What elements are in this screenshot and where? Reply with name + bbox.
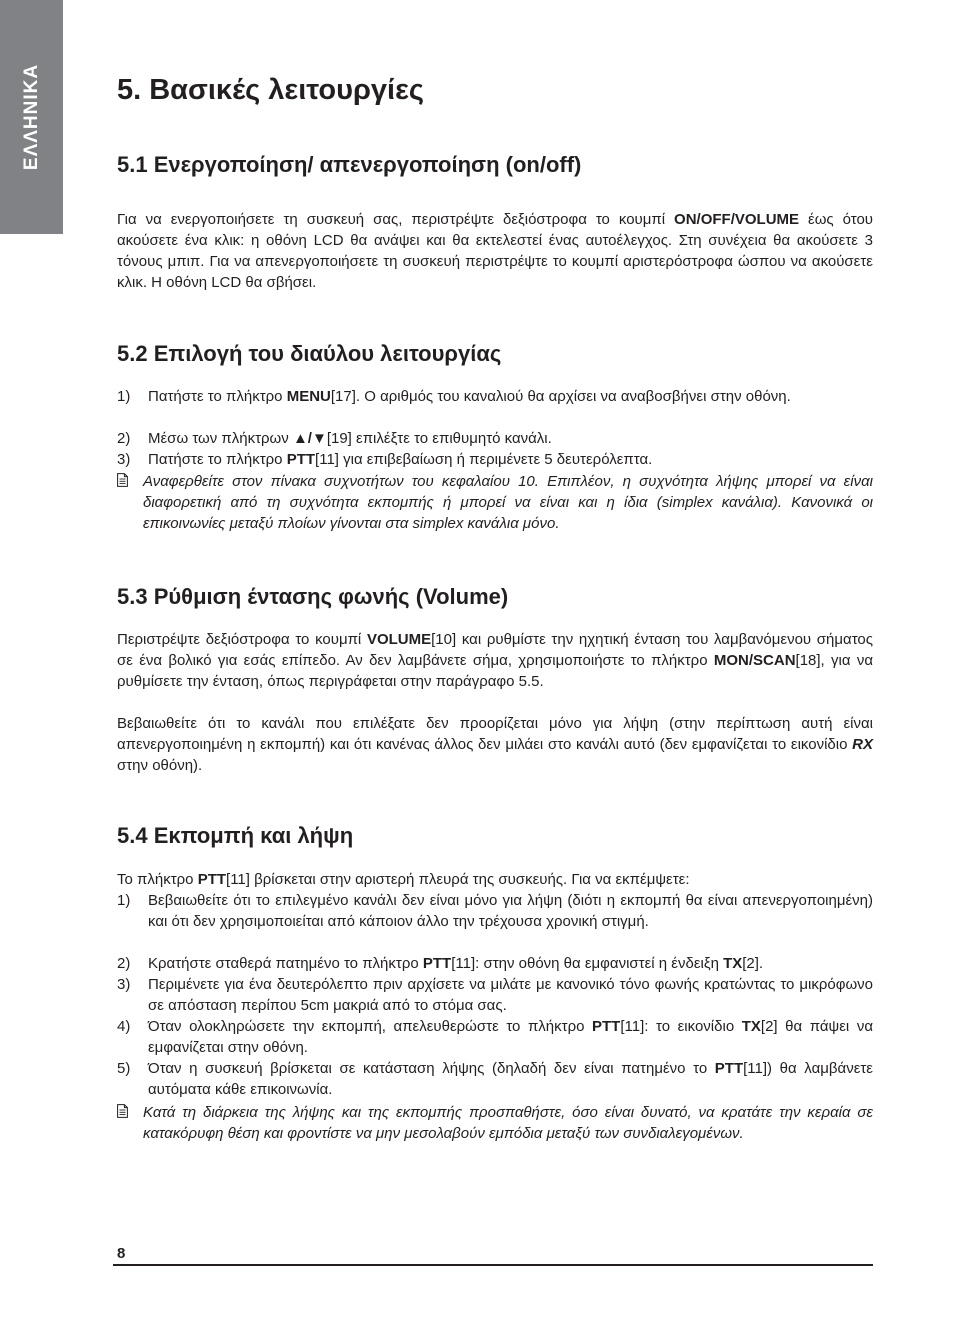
chapter-title: 5. Βασικές λειτουργίες [117, 74, 424, 106]
paragraph-transmit-intro: Το πλήκτρο PTT[11] βρίσκεται στην αριστερή πλευρά της συσκευής. Για να εκπέμψετε: [117, 871, 690, 888]
list-item: 5) Όταν η συσκευή βρίσκεται σε κατάσταση λήψης (δηλαδή δεν είναι πατημένο το PTT[11]) θα λαμβάνετε αυτόματα κάθε επικοινωνία. [117, 1060, 873, 1098]
page-number: 8 [117, 1245, 126, 1262]
section-heading-5-2: 5.2 Επιλογή του διαύλου λειτουργίας [117, 341, 502, 366]
list-item: 3) Πατήστε το πλήκτρο PTT[11] για επιβεβαίωση ή περιμένετε 5 δευτερόλεπτα. [117, 451, 653, 468]
list-item: 2) Κρατήστε σταθερά πατημένο το πλήκτρο PTT[11]: στην οθόνη θα εμφανιστεί η ένδειξη TX[2]. [117, 955, 764, 972]
section-heading-5-1: 5.1 Ενεργοποίηση/ απενεργοποίηση (on/off) [117, 152, 582, 177]
note: Κατά τη διάρκεια της λήψης και της εκπομπής προσπαθήστε, όσο είναι δυνατό, να κρατάτε την κεραία σε κατακόρυφη θέση και φροντίστε να μην μεσολαβούν εμπόδια μεταξύ των συνδιαλεγομένων. [117, 1102, 873, 1144]
language-tab [0, 0, 63, 234]
language-tab-label: ΕΛΛΗΝΙΚΑ [20, 63, 42, 171]
list-item: 4) Όταν ολοκληρώσετε την εκπομπή, απελευθερώστε το πλήκτρο PTT[11]: το εικονίδιο TX[2] θα πάψει να εμφανίζεται στην οθόνη. [117, 1018, 873, 1056]
list-item: 2) Μέσω των πλήκτρων ▲/▼[19] επιλέξτε το επιθυμητό κανάλι. [117, 430, 552, 447]
paragraph-power-on-off: Για να ενεργοποιήσετε τη συσκευή σας, περιστρέψτε δεξιόστροφα το κουμπί ON/OFF/VOLUME έως ότου ακούσετε ένα κλικ: η οθόνη LCD θα ανάψει και θα εκτελεστεί ένας αυτοέλεγχος. Στη συνέχεια θα ακούσετε 3 τόνους μπιπ. Για να απενεργοποιήσετε τη συσκευή περιστρέψτε το κουμπί αριστερόστροφα ώσπου να ακούσετε κλικ. Η οθόνη LCD θα σβήσει. [117, 211, 873, 291]
section-heading-5-3: 5.3 Ρύθμιση έντασης φωνής (Volume) [117, 584, 509, 609]
paragraph-volume: Περιστρέψτε δεξιόστροφα το κουμπί VOLUME[10] και ρυθμίστε την ηχητική ένταση του λαμβανόμενου σήματος σε ένα βολικό για εσάς επίπεδο. Αν δεν λαμβάνετε σήμα, χρησιμοποιήστε το πλήκτρο MON/SCAN[18], για να ρυθμίσετε την ένταση, όπως περιγράφεται στην παράγραφο 5.5. [117, 631, 874, 690]
note-icon [117, 473, 128, 487]
paragraph-volume-check: Βεβαιωθείτε ότι το κανάλι που επιλέξατε δεν προορίζεται μόνο για λήψη (στην περίπτωση αυτή είναι απενεργοποιημένη η εκπομπή) και ότι κανένας άλλος δεν μιλάει στο κανάλι αυτό (δεν εμφανίζεται το εικονίδιο RX στην οθόνη). [117, 715, 873, 774]
note-icon [117, 1104, 128, 1118]
up-down-arrows-icon: ▲/▼ [292, 430, 327, 447]
footer-divider [113, 1264, 873, 1266]
note: Αναφερθείτε στον πίνακα συχνοτήτων του κεφαλαίου 10. Επιπλέον, η συχνότητα λήψης μπορεί να είναι διαφορετική από τη συχνότητα εκπομπής ή μπορεί να είναι και η ίδια (simplex κανάλια). Κανονικά οι επικοινωνίες μεταξύ πλοίων γίνονται στα simplex κανάλια μόνο. [117, 471, 873, 534]
section-heading-5-4: 5.4 Εκπομπή και λήψη [117, 823, 354, 848]
list-item: 1) Πατήστε το πλήκτρο MENU[17]. Ο αριθμός του καναλιού θα αρχίσει να αναβοσβήνει στην οθόνη. [117, 388, 791, 405]
list-item: 3) Περιμένετε για ένα δευτερόλεπτο πριν αρχίσετε να μιλάτε με κανονικό τόνο φωνής κρατώντας το μικρόφωνο σε απόσταση περίπου 5cm μακριά από το στόμα σας. [117, 976, 873, 1014]
list-item: 1) Βεβαιωθείτε ότι το επιλεγμένο κανάλι δεν είναι μόνο για λήψη (διότι η εκπομπή θα είναι απενεργοποιημένη) και ότι δεν χρησιμοποιείται από κάποιον άλλο την τρέχουσα χρονική στιγμή. [117, 892, 873, 930]
